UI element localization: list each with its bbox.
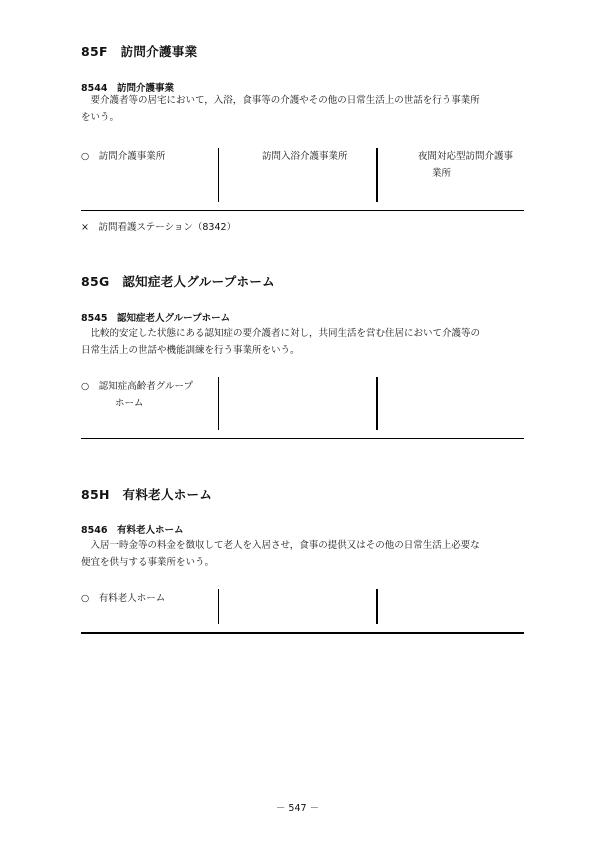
table-rule — [81, 438, 524, 439]
description-line: をいう。 — [81, 112, 120, 123]
establishment-item-continued: 業所 — [432, 168, 452, 179]
description-line: 日常生活上の世話や機能訓練を行う事業所をいう。 — [81, 345, 300, 356]
subsection-heading-8544: 8544 訪問介護事業 — [81, 83, 174, 94]
page-number: － 547 － — [275, 803, 320, 814]
table-rule — [81, 632, 524, 634]
description-line: 比較的安定した状態にある認知症の要介護者に対し，共同生活を営む住居において介護等の — [81, 328, 481, 339]
establishment-item: ○ 認知症高齢者グループ — [81, 381, 194, 392]
column-divider — [376, 148, 378, 202]
establishment-item: ○ 訪問介護事業所 — [81, 151, 166, 162]
column-divider — [376, 589, 378, 624]
section-heading-85g: 85G 認知症老人グループホーム — [81, 274, 275, 289]
description-line: 要介護者等の居宅において，入浴，食事等の介護やその他の日常生活上の世話を行う事業所 — [81, 95, 480, 106]
table-rule — [81, 210, 524, 211]
subsection-heading-8546: 8546 有料老人ホーム — [81, 525, 184, 536]
column-divider — [376, 377, 378, 430]
description-line: 入居一時金等の料金を徴収して老人を入居させ，食事の提供又はその他の日常生活上必要な — [81, 540, 480, 551]
establishment-item: 訪問入浴介護事業所 — [262, 151, 348, 162]
column-divider — [218, 377, 219, 430]
section-heading-85f: 85F 訪問介護事業 — [81, 44, 198, 59]
description-line: 便宜を供与する事業所をいう。 — [81, 557, 215, 568]
establishment-item-continued: ホーム — [115, 398, 144, 409]
column-divider — [218, 589, 219, 624]
exclusion-item: × 訪問看護ステーション（8342） — [81, 222, 237, 233]
establishment-item: ○ 有料老人ホーム — [81, 593, 166, 604]
column-divider — [218, 148, 219, 202]
subsection-heading-8545: 8545 認知症老人グループホーム — [81, 313, 231, 324]
establishment-item: 夜間対応型訪問介護事 — [418, 151, 514, 162]
section-heading-85h: 85H 有料老人ホーム — [81, 487, 213, 502]
